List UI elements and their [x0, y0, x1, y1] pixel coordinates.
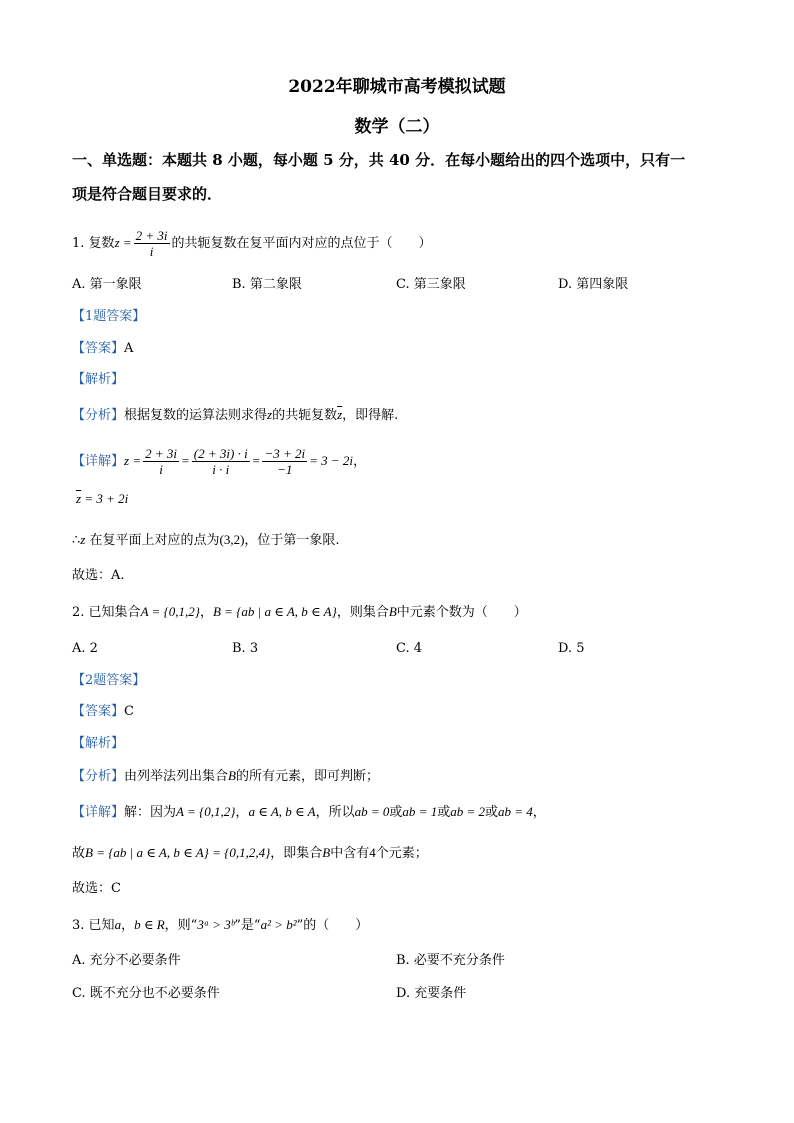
- math-var: z: [267, 407, 273, 422]
- math-expression: ab = 2: [450, 804, 485, 819]
- option-d: [558, 276, 628, 294]
- option-label: A.: [72, 953, 86, 968]
- math-point: (3,2): [219, 532, 245, 547]
- option-a: [72, 952, 181, 970]
- analysis-heading: 【解析】: [72, 736, 125, 751]
- question-text: 已知集合: [88, 605, 141, 620]
- question-number: 2.: [72, 605, 85, 620]
- option-a: [72, 276, 142, 294]
- fraction-denominator: i · i: [212, 462, 230, 477]
- punctuation: ，: [353, 454, 367, 469]
- analysis-label: 【分析】: [72, 408, 125, 423]
- option-text: 必要不充分条件: [413, 953, 505, 968]
- option-d: [558, 640, 585, 658]
- option-text: 第三象限: [413, 277, 466, 292]
- question-text: ”的（ ）: [296, 918, 369, 933]
- question-text: ，则集合: [336, 605, 389, 620]
- detail-text: 个元素；: [375, 846, 428, 861]
- punctuation: ，: [121, 918, 135, 933]
- answer-label: 【答案】: [72, 704, 125, 719]
- option-text: 3: [249, 641, 259, 656]
- question-text: ，则“: [164, 918, 198, 933]
- math-expression: ab = 4: [498, 804, 533, 819]
- option-text: 4: [413, 641, 423, 656]
- question-1: [72, 228, 432, 259]
- option-b: [396, 952, 505, 970]
- option-text: 第二象限: [249, 277, 302, 292]
- question-3: [72, 916, 368, 935]
- conjugate-result: [76, 490, 128, 509]
- question-text: 已知: [88, 918, 115, 933]
- math-expression: = 3 + 2i: [81, 491, 129, 506]
- option-label: C.: [396, 277, 410, 292]
- section-heading-line1: 一、单选题：本题共 8 小题，每小题 5 分，共 40 分．在每小题给出的四个选项中，只有一: [72, 151, 686, 169]
- punctuation: ，: [532, 805, 546, 820]
- option-d: [396, 985, 466, 1003]
- fraction: [192, 446, 250, 477]
- detail-label: 【详解】: [72, 454, 125, 469]
- answer-line: [72, 340, 133, 358]
- math-expression: z =: [114, 235, 132, 250]
- answer-heading: 【2题答案】: [72, 673, 146, 688]
- section-heading-line2: 项是符合题目要求的．: [72, 185, 223, 203]
- fraction-denominator: i: [149, 244, 154, 259]
- option-label: D.: [396, 986, 411, 1001]
- option-label: C.: [396, 641, 410, 656]
- question-text: 复数: [88, 236, 115, 251]
- detail-text: ，即集合: [270, 846, 323, 861]
- math-expression: ab = 1: [402, 804, 438, 819]
- option-label: B.: [396, 953, 410, 968]
- option-text: 2: [89, 641, 98, 656]
- math-inequality: a² > b²: [260, 917, 297, 932]
- answer-value: C: [124, 704, 134, 719]
- fraction-numerator: 2 + 3i: [145, 446, 177, 461]
- select-line: 故选：A.: [72, 568, 125, 583]
- math-expression: b ∈ R: [134, 917, 165, 932]
- answer-label: 【答案】: [72, 341, 125, 356]
- option-c: [396, 640, 422, 658]
- math-var: B: [322, 845, 331, 860]
- detail-label: 【详解】: [72, 805, 125, 820]
- detail-text: 或: [437, 805, 451, 820]
- fraction: [134, 228, 170, 259]
- question-2: [72, 603, 527, 622]
- option-text: 既不充分也不必要条件: [89, 986, 220, 1001]
- select-line: 故选：C: [72, 881, 121, 896]
- fraction-numerator: (2 + 3i) · i: [193, 446, 248, 461]
- conclusion-text: ，位于第一象限.: [244, 533, 340, 548]
- answer-line: [72, 703, 134, 721]
- math-var-conjugate: $\overline{z}$: [76, 491, 82, 506]
- fraction: [262, 446, 307, 477]
- math-expression: ab = 0: [354, 804, 390, 819]
- math-inequality: 3ᵃ > 3ᵇ: [197, 917, 235, 932]
- math-expression: z =: [124, 453, 142, 468]
- math-expression: a ∈ A, b ∈ A: [248, 804, 316, 819]
- detail-text: 故: [72, 846, 86, 861]
- conclusion-line: [72, 531, 340, 550]
- option-c: [72, 985, 220, 1003]
- fraction-numerator: 2 + 3i: [135, 228, 168, 243]
- math-set: B = {ab | a ∈ A, b ∈ A} = {0,1,2,4}: [85, 845, 271, 860]
- detail-line-1: [72, 446, 366, 477]
- option-label: D.: [558, 641, 573, 656]
- option-label: A.: [72, 641, 86, 656]
- answer-value: A: [124, 341, 134, 356]
- math-number: 4: [369, 845, 376, 860]
- fraction-numerator: −3 + 2i: [264, 446, 306, 461]
- option-text: 充要条件: [414, 986, 467, 1001]
- math-set: B = {ab | a ∈ A, b ∈ A}: [212, 604, 337, 619]
- option-b: [232, 276, 302, 294]
- equals-sign: =: [251, 453, 261, 468]
- detail-line-2: [72, 844, 428, 863]
- fraction-denominator: i: [159, 462, 163, 477]
- option-text: 第一象限: [89, 277, 142, 292]
- math-var: z: [80, 532, 86, 547]
- page-subtitle: 数学（二）: [354, 117, 440, 137]
- option-a: [72, 640, 98, 658]
- option-label: A.: [72, 277, 86, 292]
- option-label: B.: [232, 641, 246, 656]
- math-var: a: [114, 917, 122, 932]
- analysis-summary: [72, 406, 398, 425]
- analysis-text: 由列举法列出集合: [124, 769, 229, 784]
- punctuation: ，: [199, 605, 213, 620]
- math-var-conjugate: $\overline{z}$: [337, 407, 343, 422]
- analysis-text: 的共轭复数: [272, 408, 338, 423]
- option-c: [396, 276, 466, 294]
- option-label: D.: [558, 277, 573, 292]
- question-number: 3.: [72, 918, 85, 933]
- therefore-symbol: ∴: [72, 533, 81, 548]
- analysis-heading: 【解析】: [72, 372, 125, 387]
- analysis-text: 根据复数的运算法则求得: [124, 408, 268, 423]
- option-text: 第四象限: [576, 277, 629, 292]
- math-var: B: [388, 604, 397, 619]
- detail-line-1: [72, 803, 546, 822]
- page-title: 2022年聊城市高考模拟试题: [288, 77, 506, 97]
- option-text: 5: [576, 641, 585, 656]
- detail-text: 解：因为: [124, 805, 177, 820]
- fraction-denominator: −1: [277, 462, 293, 477]
- detail-text: ，所以: [315, 805, 355, 820]
- option-label: C.: [72, 986, 86, 1001]
- punctuation: ，: [235, 805, 249, 820]
- question-text: 的共轭复数在复平面内对应的点位于（ ）: [171, 236, 432, 251]
- option-b: [232, 640, 258, 658]
- option-label: B.: [232, 277, 246, 292]
- analysis-summary: [72, 767, 379, 786]
- question-number: 1.: [72, 236, 85, 251]
- equals-sign: =: [181, 453, 190, 468]
- math-set: A = {0,1,2}: [176, 804, 236, 819]
- fraction: [143, 446, 179, 477]
- answer-heading: 【1题答案】: [72, 309, 146, 324]
- detail-text: 或: [485, 805, 499, 820]
- detail-text: 中含有: [330, 846, 370, 861]
- question-text: 中元素个数为（ ）: [396, 605, 527, 620]
- math-set: A = {0,1,2}: [140, 604, 200, 619]
- analysis-label: 【分析】: [72, 769, 125, 784]
- math-expression: = 3 − 2i: [309, 453, 354, 468]
- detail-text: 或: [389, 805, 403, 820]
- question-text: ”是“: [234, 918, 261, 933]
- analysis-text: ，即得解.: [342, 408, 399, 423]
- option-text: 充分不必要条件: [89, 953, 181, 968]
- math-var: B: [228, 768, 236, 783]
- analysis-text: 的所有元素，即可判断；: [235, 769, 379, 784]
- conclusion-text: 在复平面上对应的点为: [89, 533, 220, 548]
